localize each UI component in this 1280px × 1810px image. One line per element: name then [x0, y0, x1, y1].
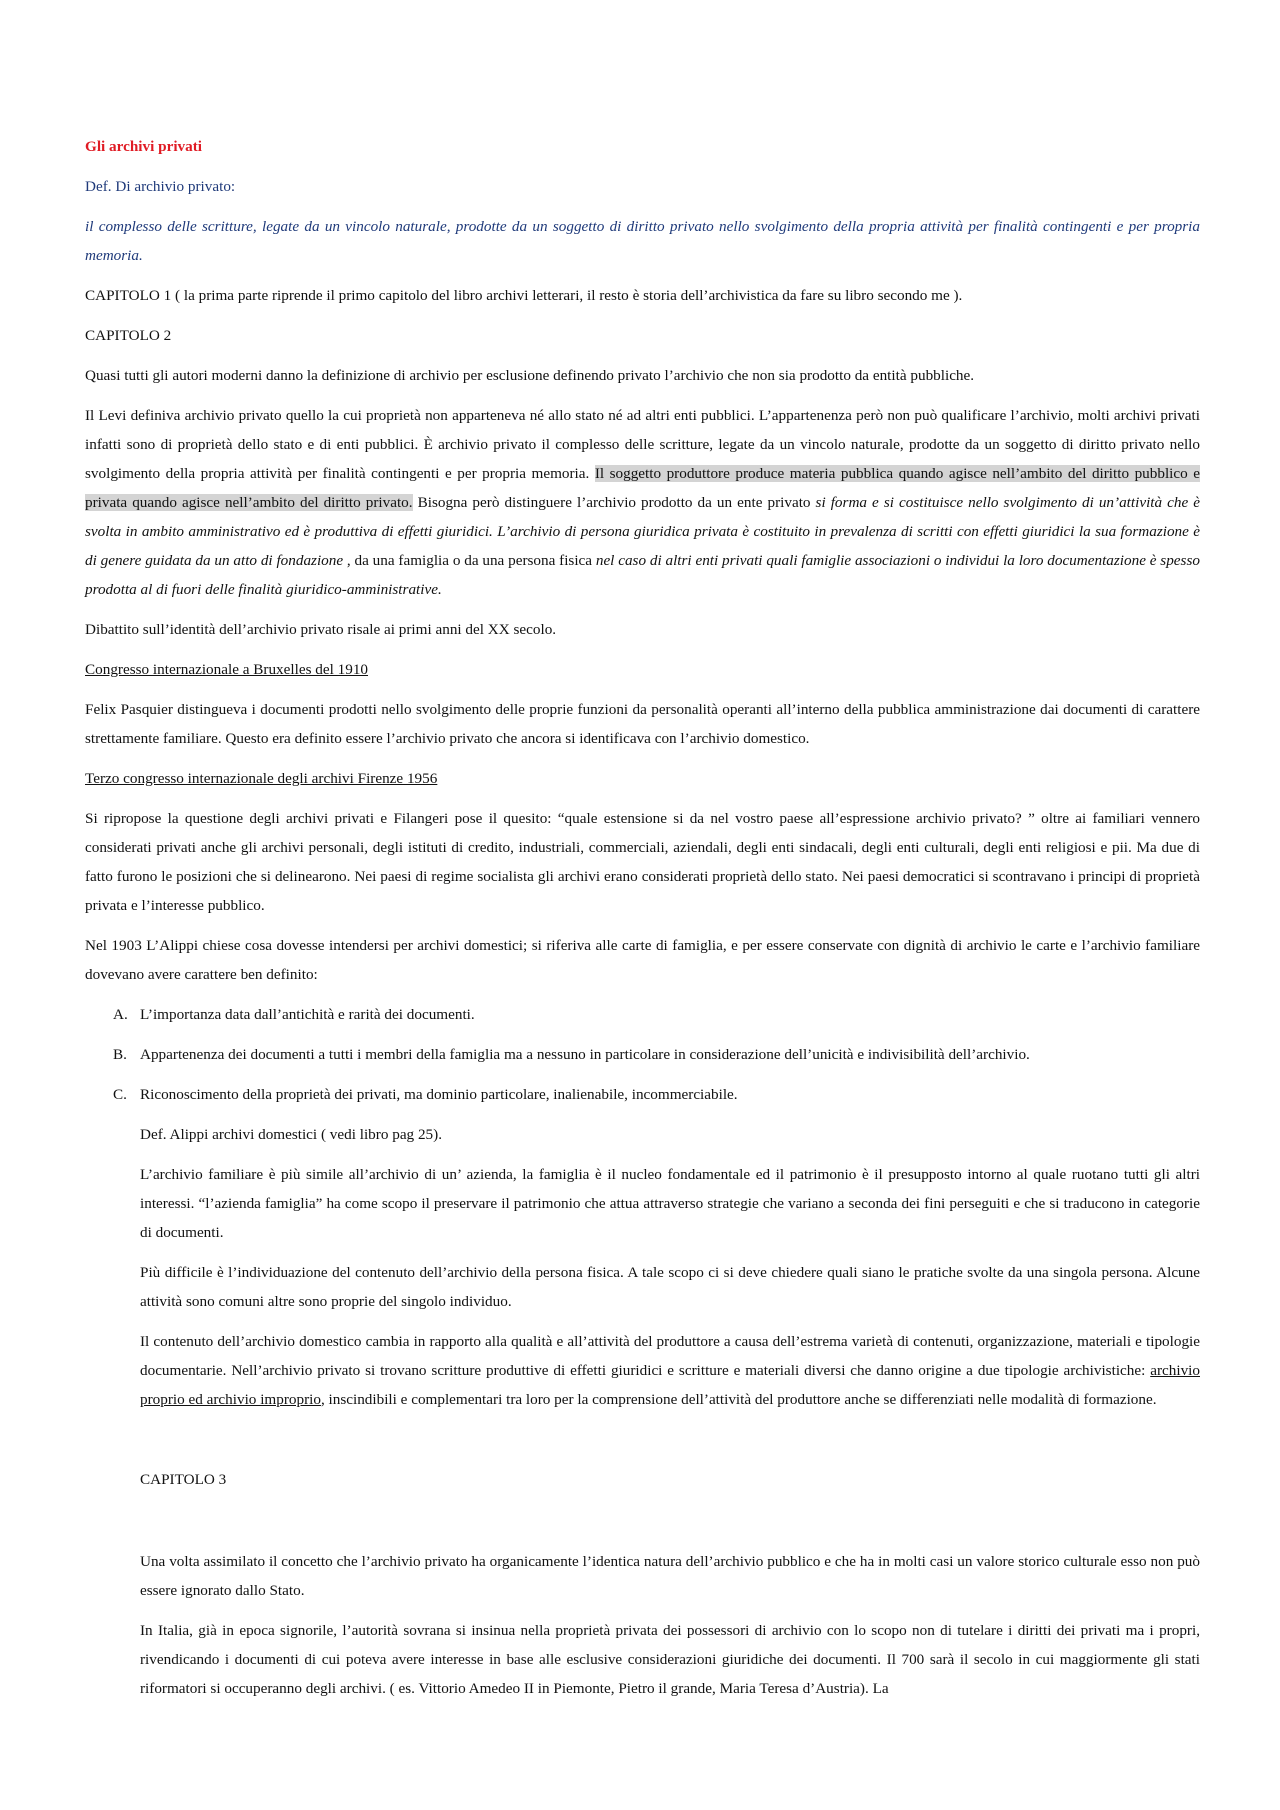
chapter3-paragraph-1: Una volta assimilato il concetto che l’archivio privato ha organicamente l’identica natura dell’archivio pubblico e che ha in molti casi un valore storico culturale esso non può essere ignorato dallo Stato. [140, 1553, 1200, 1599]
levi-text: Il Levi definiva archivio privato quello la cui proprietà non apparteneva né allo stato né ad altri enti pubblici. L’appartenenza però non può qualificare l’archivio, molti archivi privati infatti sono di proprietà dello stato e di enti pubblici. È archivio privato il complesso delle scritture, legate da un vincolo naturale, prodotte da un soggetto di diritto privato nello svolgimento della propria attività per finalità contingenti e per propria memoria. [85, 407, 1200, 482]
domestic-archive-paragraph [140, 1327, 1200, 1414]
list-item-text: Appartenenza dei documenti a tutti i membri della famiglia ma a nessuno in particolare in considerazione dell’unicità e indivisibilità dell’archivio. [140, 1046, 1030, 1063]
domestic-archive-text: Il contenuto dell’archivio domestico cambia in rapporto alla qualità e all’attività del produttore a causa dell’estrema varietà di contenuti, organizzazione, materiali e tipologie documentarie. Nell’archivio privato si trovano scritture produttive di effetti giuridici e scritture e materiali diversi che danno origine a due tipologie archivistiche: [140, 1333, 1200, 1379]
list-item-text: L’importanza data dall’antichità e rarità dei documenti. [140, 1006, 475, 1023]
family-archive-paragraph: L’archivio familiare è più simile all’archivio di un’ azienda, la famiglia è il nucleo fondamentale ed il patrimonio è il presupposto intorno al quale ruotano tutti gli altri interessi. “l’azienda famiglia” ha come scopo il preservare il patrimonio che attua attraverso strategie che variano a seconda dei fini perseguiti e che si traducono in categorie di documenti. [140, 1166, 1200, 1241]
list-item [85, 1080, 1200, 1109]
chapter2-paragraph-1: Quasi tutti gli autori moderni danno la definizione di archivio per esclusione definendo privato l’archivio che non sia prodotto da entità pubbliche. [85, 367, 975, 384]
chapter3-heading: CAPITOLO 3 [140, 1471, 227, 1488]
archive-types-underlined: archivio proprio ed archivio improprio [140, 1362, 1200, 1408]
document-title: Gli archivi privati [85, 138, 202, 155]
alippi-criteria-list [85, 1000, 1200, 1109]
definition-label: Def. Di archivio privato: [85, 178, 236, 195]
list-item [85, 1040, 1200, 1069]
list-marker: A. [113, 1006, 128, 1023]
highlighted-sentence: Il soggetto produttore produce materia pubblica quando agisce nell’ambito del diritto pubblico e privata quando agisce nell’ambito del diritto privato. [85, 465, 1200, 511]
indented-section [140, 1120, 1200, 1703]
chapter3-paragraph-2: In Italia, già in epoca signorile, l’autorità sovrana si insinua nella proprietà privata dei possessori di archivio con lo scopo non di tutelare i diritti dei privati ma i propri, rivendicando i documenti di cui poteva avere interesse in base alle esclusive considerazioni giuridiche dei documenti. Il 700 sarà il secolo in cui maggiormente gli stati riformatori si occuperanno degli archivi. ( es. Vittorio Amedeo II in Piemonte, Pietro il grande, Maria Teresa d’Austria). La [140, 1622, 1200, 1697]
list-marker: C. [113, 1086, 127, 1103]
italic-text-2: nel caso di altri enti privati quali famiglie associazioni o individui la loro documentazione è spesso prodotta al di fuori delle finalità giuridico-amministrative. [85, 552, 1200, 598]
italic-text-1: si forma e si costituisce nello svolgimento di un’attività che è svolta in ambito amministrativo ed è produttiva di effetti giuridici. L’archivio di persona giuridica privata è costituito in prevalenza di scritti con effetti giuridici la sua formazione è di genere guidata da un atto di fondazione [85, 494, 1200, 569]
def-alippi: Def. Alippi archivi domestici ( vedi libro pag 25). [140, 1126, 442, 1143]
document-page [85, 132, 1200, 1714]
chapter2-paragraph-2 [85, 401, 1200, 604]
list-item-text: Riconoscimento della proprietà dei privati, ma dominio particolare, inalienabile, incommerciabile. [140, 1086, 738, 1103]
definition-text: il complesso delle scritture, legate da un vincolo naturale, prodotte da un soggetto di diritto privato nello svolgimento della propria attività per finalità contingenti e per propria memoria. [85, 218, 1200, 264]
chapter2-heading: CAPITOLO 2 [85, 327, 172, 344]
list-item [85, 1000, 1200, 1029]
domestic-archive-text-end: , inscindibili e complementari tra loro per la comprensione dell’attività del produttore anche se differenziati nelle modalità di formazione. [320, 1391, 1157, 1408]
distinction-text: Bisogna però distinguere l’archivio prodotto da un ente privato [412, 494, 816, 511]
list-marker: B. [113, 1046, 127, 1063]
natural-person-paragraph: Più difficile è l’individuazione del contenuto dell’archivio della persona fisica. A tale scopo ci si deve chiedere quali siano le pratiche svolte da una singola persona. Alcune attività sono comuni altre sono proprie del singolo individuo. [140, 1264, 1200, 1310]
congress-bruxelles-text: Felix Pasquier distingueva i documenti prodotti nello svolgimento delle proprie funzioni da personalità operanti all’interno della pubblica amministrazione dai documenti di carattere strettamente familiare. Questo era definito essere l’archivio privato che ancora si identificava con l’archivio domestico. [85, 701, 1200, 747]
congress-firenze-heading: Terzo congresso internazionale degli archivi Firenze 1956 [85, 770, 438, 787]
family-text: , da una famiglia o da una persona fisica [343, 552, 596, 569]
chapter1-text: CAPITOLO 1 ( la prima parte riprende il primo capitolo del libro archivi letterari, il resto è storia dell’archivistica da fare su libro secondo me ). [85, 287, 963, 304]
alippi-paragraph: Nel 1903 L’Alippi chiese cosa dovesse intendersi per archivi domestici; si riferiva alle carte di famiglia, e per essere conservate con dignità di archivio le carte e l’archivio familiare dovevano avere carattere ben definito: [85, 937, 1200, 983]
chapter2-paragraph-3: Dibattito sull’identità dell’archivio privato risale ai primi anni del XX secolo. [85, 621, 557, 638]
congress-firenze-text: Si ripropose la questione degli archivi privati e Filangeri pose il quesito: “quale estensione si da nel vostro paese all’espressione archivio privato? ” oltre ai familiari vennero considerati privati anche gli archivi personali, degli istituti di credito, industriali, commerciali, aziendali, degli enti sindacali, degli enti culturali, degli enti religiosi e pii. Ma due di fatto furono le posizioni che si delinearono. Nei paesi di regime socialista gli archivi erano considerati proprietà dello stato. Nei paesi democratici si scontravano i principi di proprietà privata e l’interesse pubblico. [85, 810, 1200, 914]
congress-bruxelles-heading: Congresso internazionale a Bruxelles del 1910 [85, 661, 369, 678]
